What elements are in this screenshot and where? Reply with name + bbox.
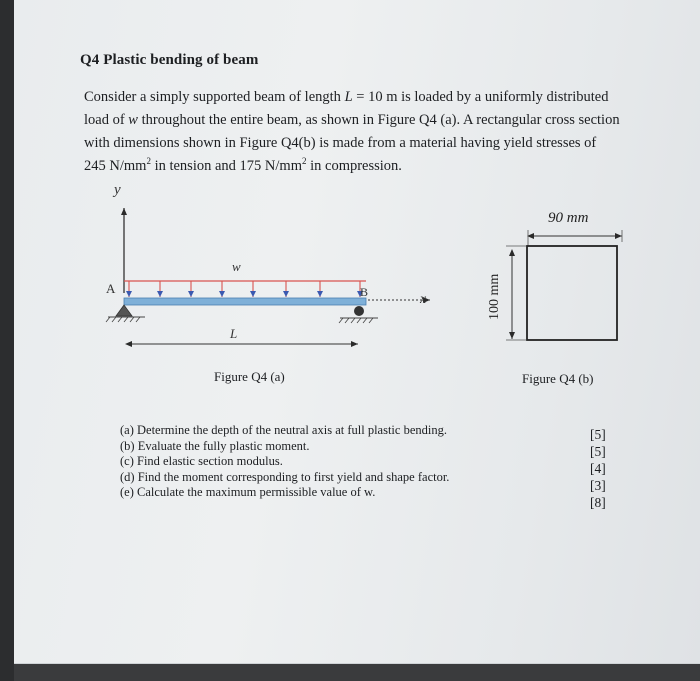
mark-a: [5] [590, 427, 606, 442]
intro-line-4: 245 $N/mm^2$ in tension and 175 $N/mm^2$ in compression. [84, 156, 402, 174]
question-b: (b) Evaluate the fully plastic moment. [120, 438, 310, 453]
y-axis-label: y [114, 182, 121, 198]
mark-b: [5] [590, 444, 606, 459]
beam [124, 298, 366, 305]
figure-b-caption: Figure Q4 (b) [522, 371, 594, 386]
question-list [120, 423, 500, 501]
support-label-a: A [106, 281, 116, 296]
length-label: L [230, 326, 238, 341]
pin-support-a [106, 305, 145, 322]
mark-c: [4] [590, 461, 606, 476]
x-axis-label: x [420, 292, 427, 307]
intro-line-3: with dimensions shown in Figure Q4(b) is made from a material having yield stresses of [84, 135, 597, 151]
load-label-w: w [232, 259, 241, 274]
question-title: Q4 Plastic bending of beam [80, 52, 259, 68]
support-label-b: B [360, 285, 369, 299]
figure-a-beam-diagram [106, 182, 430, 344]
width-dimension-label: 90 mm [548, 210, 589, 226]
question-e: (e) Calculate the maximum permissible value of w. [120, 485, 376, 499]
question-a: (a) Determine the depth of the neutral axis at full plastic bending. [120, 423, 447, 437]
height-dimension-label: 100 mm [487, 273, 502, 320]
intro-line-1: Consider a simply supported beam of length L = 10 m is loaded by a uniformly distributed [84, 89, 609, 105]
marks-column [590, 426, 620, 511]
question-d: (d) Find the moment corresponding to first yield and shape factor. [120, 469, 450, 484]
mark-d: [3] [590, 478, 606, 493]
rectangular-section [527, 246, 617, 340]
distributed-load-arrows [129, 281, 360, 297]
question-c: (c) Find elastic section modulus. [120, 454, 283, 468]
mark-e: [8] [590, 495, 606, 510]
intro-line-2: load of w throughout the entire beam, as shown in Figure Q4 (a). A rectangular cross section [84, 112, 620, 128]
figure-b-cross-section [487, 210, 622, 340]
roller-support-b [339, 306, 378, 323]
figure-a-caption: Figure Q4 (a) [214, 369, 285, 384]
